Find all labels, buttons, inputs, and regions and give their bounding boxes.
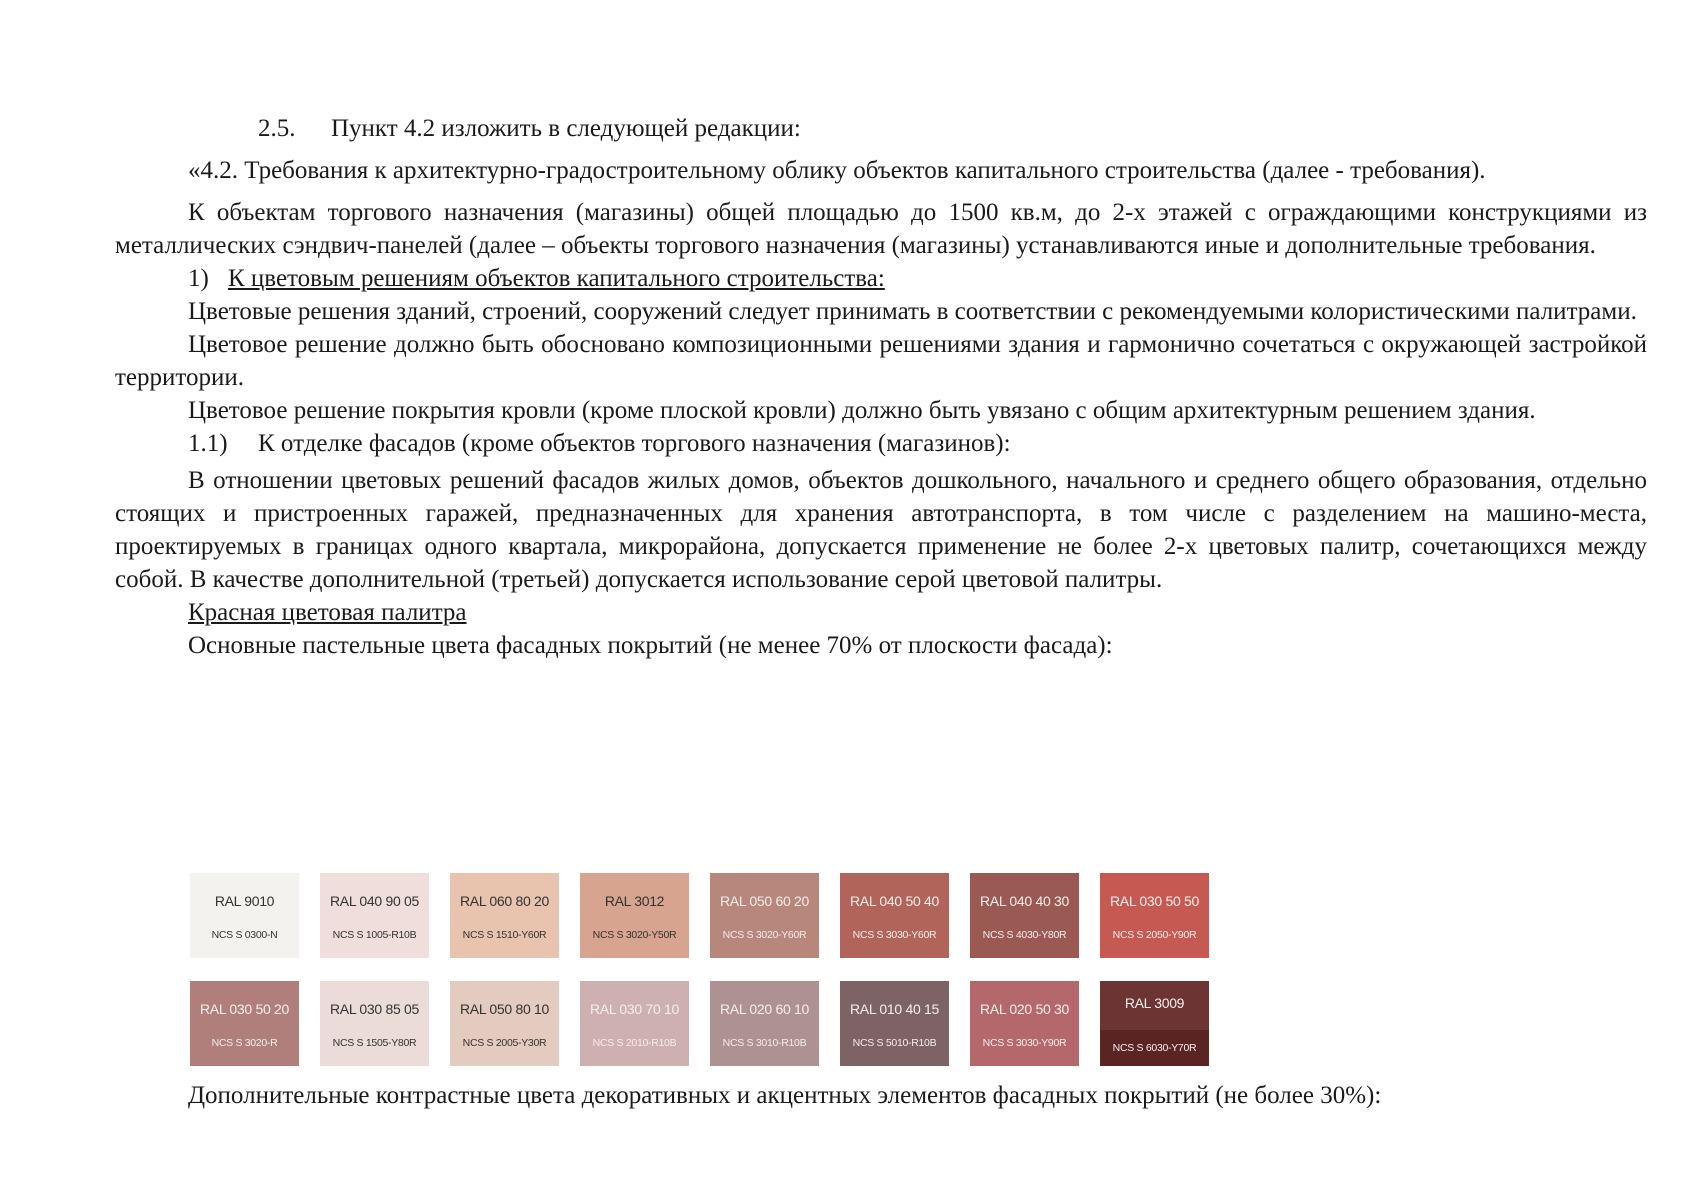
item-1-1-text: К отделке фасадов (кроме объектов торгового назначения (магазинов):: [258, 430, 1011, 457]
swatch-ncs: NCS S 0300-N: [211, 929, 278, 941]
swatch: [320, 873, 429, 958]
swatch: [970, 873, 1079, 958]
swatch: [710, 981, 819, 1066]
swatch-ncs: NCS S 2050-Y90R: [1112, 929, 1197, 941]
swatch-ncs: NCS S 3020-Y60R: [722, 929, 807, 941]
swatch: [840, 873, 949, 958]
swatch-ral: RAL 050 60 20: [720, 893, 809, 909]
swatch-ral: RAL 030 50 20: [200, 1001, 289, 1017]
swatch-ncs: NCS S 2005-Y30R: [462, 1037, 547, 1049]
item-1-number: 1): [188, 265, 209, 292]
point-number: 2.5.: [258, 115, 296, 142]
swatch-ncs: NCS S 5010-R10B: [852, 1037, 937, 1049]
swatch-ncs: NCS S 2010-R10B: [592, 1037, 677, 1049]
swatch-row-2: [190, 981, 1230, 1066]
swatch: [450, 873, 559, 958]
swatch-ral: RAL 020 50 30: [980, 1001, 1069, 1017]
color-swatches: [190, 873, 1230, 1089]
swatch: [580, 873, 689, 958]
paragraph-color-2: Цветовое решение должно быть обосновано композиционными решениями здания и гармонично сочетаться с окружающей застройкой территории.: [115, 331, 1647, 391]
swatch-ral: RAL 3009: [1124, 995, 1185, 1011]
swatch: [580, 981, 689, 1066]
document-body: [115, 112, 1647, 662]
item-1-1-number: 1.1): [188, 430, 228, 457]
swatch-ncs: NCS S 1510-Y60R: [462, 929, 547, 941]
swatch-ral: RAL 030 50 50: [1110, 893, 1199, 909]
swatch: [970, 981, 1079, 1066]
swatch-ncs: NCS S 3030-Y60R: [852, 929, 937, 941]
paragraph-color-1: Цветовые решения зданий, строений, сооружений следует принимать в соответствии с рекомендуемыми колористическими палитрами.: [188, 298, 1637, 325]
swatch-row-1: [190, 873, 1230, 958]
paragraph-trade-objects: К объектам торгового назначения (магазины) общей площадью до 1500 кв.м, до 2-х этажей с ограждающими конструкциями из металлических сэндвич-панелей (далее – объекты торгового назначения (магазины) устанавливаются иные и дополнительные требования.: [115, 199, 1647, 259]
item-1-text: К цветовым решениям объектов капитального строительства:: [228, 265, 885, 292]
swatch-ral: RAL 040 50 40: [850, 893, 939, 909]
item-1-1-heading: [115, 427, 1647, 460]
swatch: [190, 873, 299, 958]
swatch: [1100, 873, 1209, 958]
swatch-ral: RAL 9010: [214, 893, 275, 909]
swatch-ncs: NCS S 6030-Y70R: [1112, 1042, 1197, 1054]
swatch-ral: RAL 050 80 10: [460, 1001, 549, 1017]
swatch-ral: RAL 030 85 05: [330, 1001, 419, 1017]
extra-colors-text: Дополнительные контрастные цвета декоративных и акцентных элементов фасадных покрытий (не более 30%):: [188, 1082, 1382, 1109]
swatch-ncs: NCS S 1005-R10B: [332, 929, 417, 941]
swatch-ncs: NCS S 3030-Y90R: [982, 1037, 1067, 1049]
swatch-ral: RAL 010 40 15: [850, 1001, 939, 1017]
point-text: Пункт 4.2 изложить в следующей редакции:: [331, 115, 801, 142]
swatch-ncs: NCS S 4030-Y80R: [982, 929, 1067, 941]
swatch-ral: RAL 3012: [604, 893, 665, 909]
paragraph-facades: В отношении цветовых решений фасадов жилых домов, объектов дошкольного, начального и среднего общего образования, отдельно стоящих и пристроенных гаражей, предназначенных для хранения автотранспорта, в том числе с разделением на машино-места, проектируемых в границах одного квартала, микрорайона, допускается применение не более 2-х цветовых палитр, сочетающихся между собой. В качестве дополнительной (третьей) допускается использование серой цветовой палитры.: [115, 467, 1647, 593]
point-2-5: [115, 112, 1647, 145]
swatch-ncs: NCS S 1505-Y80R: [332, 1037, 417, 1049]
swatch-ral: RAL 030 70 10: [590, 1001, 679, 1017]
swatch-ncs: NCS S 3020-Y50R: [592, 929, 677, 941]
swatch: [840, 981, 949, 1066]
paragraph-color-3: Цветовое решение покрытия кровли (кроме плоской кровли) должно быть увязано с общим архитектурным решением здания.: [188, 397, 1536, 424]
swatch-ncs: NCS S 3020-R: [211, 1037, 278, 1049]
red-palette-title: [115, 596, 1647, 629]
red-palette-title-text: Красная цветовая палитра: [188, 599, 467, 626]
swatch-ral: RAL 040 40 30: [980, 893, 1069, 909]
swatch: [320, 981, 429, 1066]
item-1-heading: [115, 262, 1647, 295]
swatch: [1100, 981, 1209, 1066]
swatch: [190, 981, 299, 1066]
paragraph-4-2: «4.2. Требования к архитектурно-градостроительному облику объектов капитального строительства (далее - требования).: [188, 157, 1486, 184]
swatch-ral: RAL 060 80 20: [460, 893, 549, 909]
swatch-ral: RAL 020 60 10: [720, 1001, 809, 1017]
swatch-ral: RAL 040 90 05: [330, 893, 419, 909]
swatch-ncs: NCS S 3010-R10B: [722, 1037, 807, 1049]
main-colors-text: Основные пастельные цвета фасадных покрытий (не менее 70% от плоскости фасада):: [188, 632, 1113, 659]
swatch: [450, 981, 559, 1066]
swatch: [710, 873, 819, 958]
